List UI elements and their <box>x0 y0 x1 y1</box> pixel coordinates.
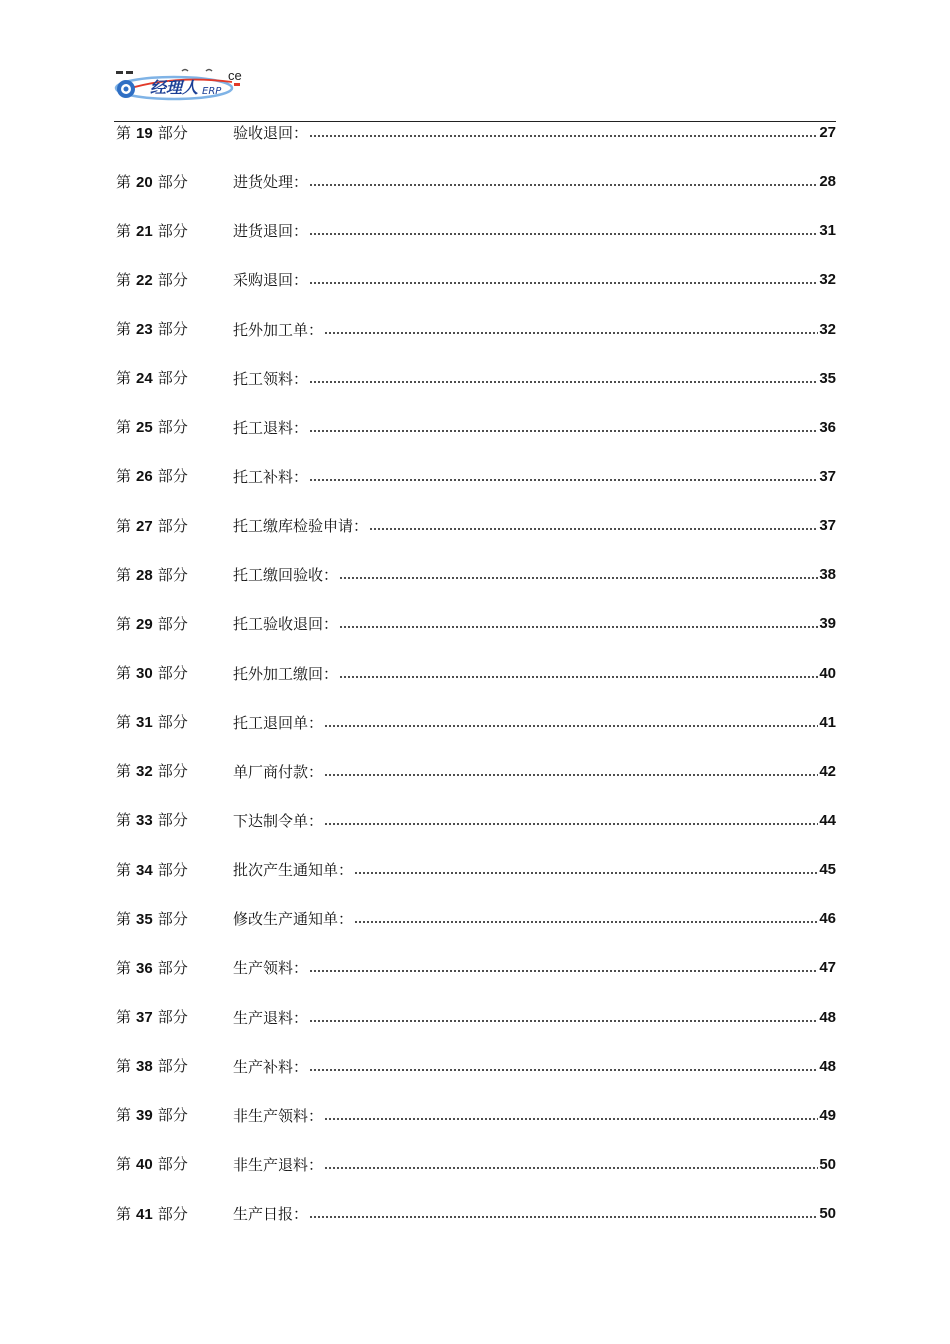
part-label <box>116 564 233 587</box>
part-suffix: 部分 <box>157 467 188 486</box>
entry-title: 验收退回： <box>233 124 309 142</box>
part-number: 31 <box>136 714 153 732</box>
part-label <box>116 1104 233 1127</box>
page-number: 50 <box>819 1155 836 1173</box>
page-number: 28 <box>819 173 836 191</box>
part-prefix: 第 <box>116 516 132 535</box>
part-number: 20 <box>136 173 153 191</box>
part-number: 38 <box>136 1058 153 1076</box>
page-number: 32 <box>819 320 836 338</box>
svg-text:经理人: 经理人 <box>150 78 199 97</box>
part-suffix: 部分 <box>157 565 188 584</box>
part-prefix: 第 <box>116 320 132 339</box>
page-number: 38 <box>819 566 836 584</box>
entry-title: 生产退料： <box>233 1008 309 1027</box>
dot-leader <box>324 723 818 729</box>
page-number: 37 <box>819 517 836 535</box>
toc-entry[interactable] <box>116 609 836 658</box>
entry-title: 托工退料： <box>233 418 309 437</box>
part-number: 39 <box>136 1107 153 1125</box>
part-label <box>116 613 233 636</box>
part-suffix: 部分 <box>157 516 188 535</box>
page-number: 45 <box>819 861 836 879</box>
page-number: 39 <box>819 615 836 633</box>
part-prefix: 第 <box>116 1057 132 1076</box>
dot-leader <box>324 1116 818 1122</box>
page-number: 32 <box>819 271 836 289</box>
part-suffix: 部分 <box>157 958 188 977</box>
part-label <box>116 465 233 488</box>
entry-title: 生产日报： <box>233 1205 309 1224</box>
page-number: 49 <box>819 1106 836 1124</box>
part-prefix: 第 <box>116 1008 132 1027</box>
entry-title: 单厂商付款： <box>233 762 324 781</box>
page-number: 47 <box>819 959 836 977</box>
part-suffix: 部分 <box>157 172 188 191</box>
entry-title: 托外加工缴回： <box>233 664 339 683</box>
page-number: 46 <box>819 910 836 928</box>
entry-title: 修改生产通知单： <box>233 910 354 929</box>
svg-text:ce: ce <box>228 68 242 83</box>
toc-entry[interactable] <box>116 413 836 462</box>
dot-leader <box>309 968 818 974</box>
toc-entry[interactable] <box>116 855 836 904</box>
part-prefix: 第 <box>116 1204 132 1223</box>
entry-title: 进货处理： <box>233 173 309 192</box>
part-number: 22 <box>136 271 153 289</box>
toc-entry[interactable] <box>116 757 836 806</box>
toc-entry[interactable] <box>116 1052 836 1101</box>
entry-title: 托工退回单： <box>233 713 324 732</box>
part-label <box>116 1055 233 1078</box>
part-number: 36 <box>136 959 153 977</box>
page-number: 48 <box>819 1008 836 1026</box>
toc-entry[interactable] <box>116 216 836 265</box>
part-number: 37 <box>136 1009 153 1027</box>
part-prefix: 第 <box>116 1106 132 1125</box>
part-prefix: 第 <box>116 860 132 879</box>
toc-entry[interactable] <box>116 364 836 413</box>
part-number: 25 <box>136 419 153 437</box>
part-label <box>116 859 233 882</box>
dot-leader <box>309 280 818 286</box>
dot-leader <box>309 231 818 237</box>
part-number: 41 <box>136 1205 153 1223</box>
part-label <box>116 1153 233 1176</box>
part-suffix: 部分 <box>157 221 188 240</box>
toc-entry[interactable] <box>116 953 836 1002</box>
part-label <box>116 318 233 341</box>
part-prefix: 第 <box>116 221 132 240</box>
part-suffix: 部分 <box>157 614 188 633</box>
dot-leader <box>339 624 818 630</box>
part-label <box>116 908 233 931</box>
dot-leader <box>324 1165 818 1171</box>
part-prefix: 第 <box>116 811 132 830</box>
part-suffix: 部分 <box>157 123 188 142</box>
entry-title: 批次产生通知单： <box>233 861 354 880</box>
dot-leader <box>354 870 818 876</box>
part-suffix: 部分 <box>157 1155 188 1174</box>
page-number: 50 <box>819 1205 836 1223</box>
part-prefix: 第 <box>116 123 132 142</box>
dot-leader <box>309 1067 818 1073</box>
dot-leader <box>309 1214 818 1220</box>
dot-leader <box>324 821 818 827</box>
part-label <box>116 367 233 390</box>
toc-entry[interactable] <box>116 1003 836 1052</box>
part-number: 33 <box>136 812 153 830</box>
part-suffix: 部分 <box>157 320 188 339</box>
entry-title: 托工领料： <box>233 369 309 388</box>
part-number: 35 <box>136 910 153 928</box>
part-label <box>116 416 233 439</box>
part-label <box>116 1203 233 1226</box>
dot-leader <box>339 575 818 581</box>
dot-leader <box>309 379 818 385</box>
toc-entry[interactable] <box>116 806 836 855</box>
dot-leader <box>369 526 818 532</box>
table-of-contents <box>116 118 836 1248</box>
part-number: 19 <box>136 124 153 142</box>
part-number: 34 <box>136 861 153 879</box>
part-suffix: 部分 <box>157 860 188 879</box>
part-suffix: 部分 <box>157 713 188 732</box>
toc-entry[interactable] <box>116 1101 836 1150</box>
entry-title: 托工缴回验收： <box>233 566 339 585</box>
part-label <box>116 1006 233 1029</box>
part-label <box>116 122 233 145</box>
part-label <box>116 269 233 292</box>
dot-leader <box>309 428 818 434</box>
part-number: 26 <box>136 468 153 486</box>
toc-entry[interactable] <box>116 904 836 953</box>
part-suffix: 部分 <box>157 1057 188 1076</box>
entry-title: 托工补料： <box>233 467 309 486</box>
part-label <box>116 760 233 783</box>
part-suffix: 部分 <box>157 418 188 437</box>
part-suffix: 部分 <box>157 1204 188 1223</box>
part-number: 30 <box>136 665 153 683</box>
entry-title: 托工缴库检验申请： <box>233 517 369 536</box>
part-label <box>116 515 233 538</box>
dot-leader <box>309 1018 818 1024</box>
dot-leader <box>309 477 818 483</box>
logo-graphic <box>110 62 260 106</box>
part-suffix: 部分 <box>157 664 188 683</box>
toc-entry[interactable] <box>116 560 836 609</box>
part-prefix: 第 <box>116 762 132 781</box>
part-prefix: 第 <box>116 958 132 977</box>
part-label <box>116 711 233 734</box>
part-prefix: 第 <box>116 713 132 732</box>
toc-entry[interactable] <box>116 1199 836 1248</box>
part-number: 24 <box>136 370 153 388</box>
toc-entry[interactable] <box>116 1150 836 1199</box>
part-prefix: 第 <box>116 614 132 633</box>
entry-title: 采购退回： <box>233 271 309 290</box>
entry-title: 下达制令单： <box>233 811 324 830</box>
part-prefix: 第 <box>116 172 132 191</box>
entry-title: 托工验收退回： <box>233 615 339 634</box>
page-number: 37 <box>819 467 836 485</box>
part-number: 29 <box>136 615 153 633</box>
entry-title: 非生产领料： <box>233 1106 324 1125</box>
part-prefix: 第 <box>116 270 132 289</box>
entry-title: 非生产退料： <box>233 1155 324 1174</box>
part-suffix: 部分 <box>157 909 188 928</box>
part-prefix: 第 <box>116 664 132 683</box>
part-label <box>116 957 233 980</box>
toc-entry[interactable] <box>116 708 836 757</box>
part-number: 21 <box>136 222 153 240</box>
part-label <box>116 662 233 685</box>
part-suffix: 部分 <box>157 270 188 289</box>
part-number: 27 <box>136 517 153 535</box>
page-number: 40 <box>819 664 836 682</box>
toc-entry[interactable] <box>116 265 836 314</box>
entry-title: 托外加工单： <box>233 320 324 339</box>
toc-entry[interactable] <box>116 167 836 216</box>
part-number: 32 <box>136 763 153 781</box>
dot-leader <box>339 674 818 680</box>
dot-leader <box>309 182 818 188</box>
part-prefix: 第 <box>116 467 132 486</box>
part-label <box>116 809 233 832</box>
part-label <box>116 220 233 243</box>
part-suffix: 部分 <box>157 811 188 830</box>
part-suffix: 部分 <box>157 1106 188 1125</box>
entry-title: 生产领料： <box>233 959 309 978</box>
page-number: 35 <box>819 369 836 387</box>
part-number: 40 <box>136 1156 153 1174</box>
part-suffix: 部分 <box>157 762 188 781</box>
page-number: 44 <box>819 811 836 829</box>
svg-text:ERP: ERP <box>202 86 222 97</box>
page-number: 27 <box>819 124 836 141</box>
part-prefix: 第 <box>116 565 132 584</box>
part-prefix: 第 <box>116 1155 132 1174</box>
part-prefix: 第 <box>116 418 132 437</box>
page-number: 36 <box>819 418 836 436</box>
page-number: 31 <box>819 222 836 240</box>
toc-entry[interactable] <box>116 118 836 167</box>
part-number: 28 <box>136 566 153 584</box>
part-suffix: 部分 <box>157 369 188 388</box>
company-logo <box>110 62 260 106</box>
part-prefix: 第 <box>116 909 132 928</box>
dot-leader <box>309 133 818 139</box>
part-prefix: 第 <box>116 369 132 388</box>
part-suffix: 部分 <box>157 1008 188 1027</box>
toc-entry[interactable] <box>116 462 836 511</box>
toc-entry[interactable] <box>116 659 836 708</box>
page-number: 41 <box>819 713 836 731</box>
toc-entry[interactable] <box>116 315 836 364</box>
entry-title: 进货退回： <box>233 222 309 241</box>
page-number: 48 <box>819 1057 836 1075</box>
dot-leader <box>324 772 818 778</box>
page-number: 42 <box>819 762 836 780</box>
dot-leader <box>354 919 818 925</box>
part-label <box>116 171 233 194</box>
entry-title: 生产补料： <box>233 1057 309 1076</box>
toc-entry[interactable] <box>116 511 836 560</box>
dot-leader <box>324 330 818 336</box>
part-number: 23 <box>136 321 153 339</box>
